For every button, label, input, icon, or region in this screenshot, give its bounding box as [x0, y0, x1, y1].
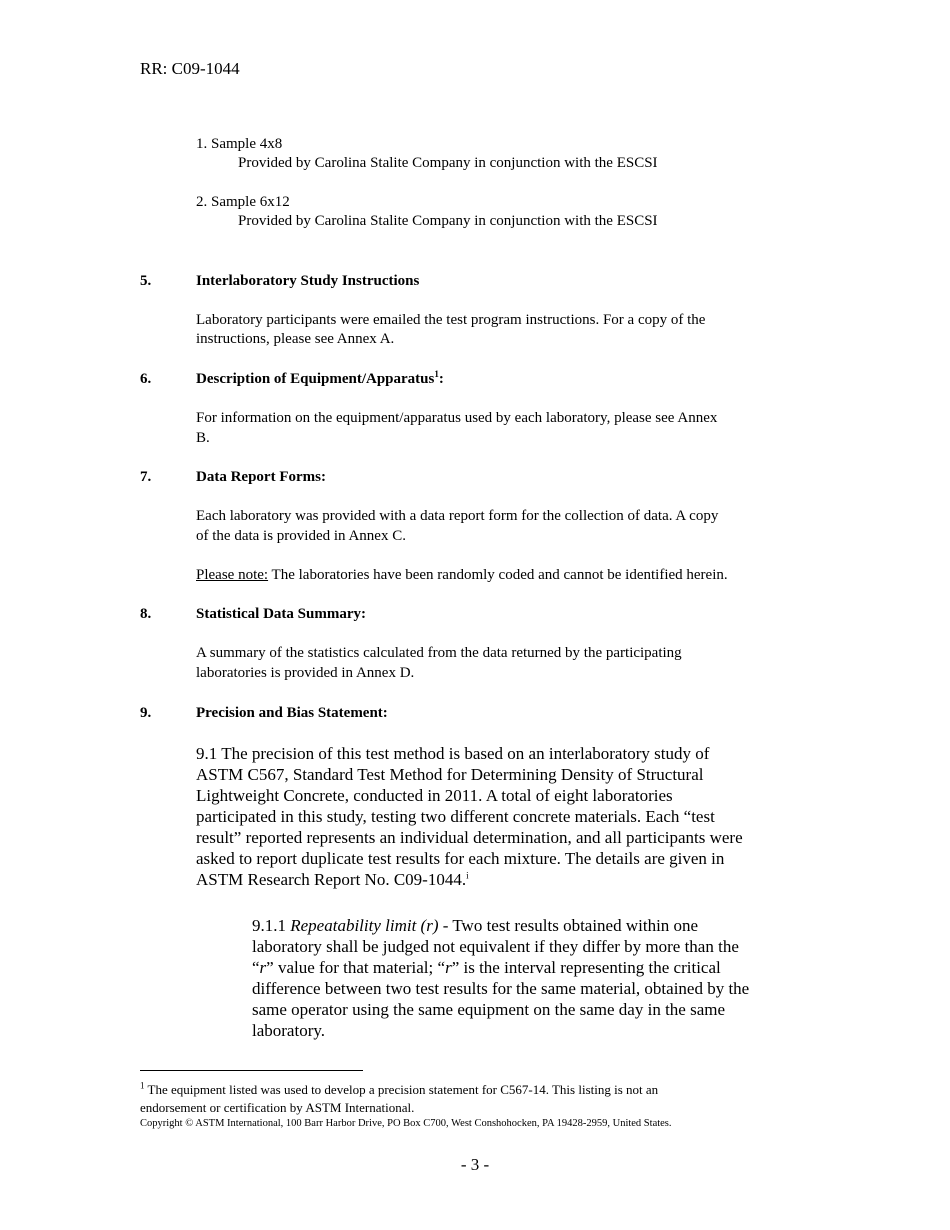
page-number: - 3 - — [460, 1155, 490, 1174]
sample-1-title — [196, 134, 282, 154]
footnote-1 — [140, 1081, 658, 1098]
paragraph-9-1-1-number: 9.1.1 — [252, 916, 291, 935]
text-fragment: ” value for that material; “ — [266, 958, 446, 977]
paragraph-9-1-last-line — [196, 869, 743, 890]
sample-2-number: 2. — [196, 194, 208, 210]
paragraph-9-1-line: participated in this study, testing two different concrete materials. Each “test — [196, 807, 715, 826]
quote-open: “ — [252, 958, 260, 977]
section-7-line-2: of the data is provided in Annex C. — [196, 528, 406, 544]
note-text: The laboratories have been randomly coded and cannot be identified herein. — [268, 567, 728, 583]
footnote-line-1: The equipment listed was used to develop a precision statement for C567-14. This listing is not an — [144, 1082, 659, 1097]
paragraph-9-1-1-text: - Two test results obtained within one — [438, 916, 699, 935]
paragraph-9-1-line: 9.1 The precision of this test method is based on an interlaboratory study of — [196, 744, 710, 763]
section-5-line-1: Laboratory participants were emailed the test program instructions. For a copy of the — [196, 312, 706, 328]
paragraph-9-1-line: asked to report duplicate test results for each mixture. The details are given in — [196, 849, 725, 868]
section-6-title — [196, 369, 444, 389]
section-6-line-2: B. — [196, 430, 210, 446]
paragraph-9-1-line: ASTM C567, Standard Test Method for Determining Density of Structural — [196, 765, 704, 784]
section-9-title: Precision and Bias Statement: — [196, 705, 388, 721]
footnote-ref-1: 1 — [434, 369, 439, 379]
section-7-number: 7. — [140, 469, 152, 485]
report-reference: ASTM Research Report No. C09-1044. — [196, 870, 467, 889]
sample-2-provider: Provided by Carolina Stalite Company in conjunction with the ESCSI — [238, 213, 658, 229]
section-8-line-1: A summary of the statistics calculated from the data returned by the participating — [196, 645, 682, 661]
section-7-title: Data Report Forms: — [196, 469, 326, 485]
section-5-number: 5. — [140, 273, 152, 289]
repeatability-term: Repeatability limit (r) — [290, 916, 439, 935]
sample-1-number: 1. — [196, 136, 208, 152]
paragraph-9-1-1-line-5: same operator using the same equipment on the same day in the same — [252, 1000, 726, 1019]
paragraph-9-1-1-line-3 — [252, 957, 749, 978]
section-8-line-2: laboratories is provided in Annex D. — [196, 665, 415, 681]
section-7-line-1: Each laboratory was provided with a data report form for the collection of data. A copy — [196, 508, 719, 524]
sample-1-provider: Provided by Carolina Stalite Company in conjunction with the ESCSI — [238, 155, 658, 171]
footnote-marker: 1 — [140, 1080, 145, 1091]
sample-2-title — [196, 192, 290, 212]
section-9-number: 9. — [140, 705, 152, 721]
text-fragment: ” is the interval representing the critical — [451, 958, 721, 977]
section-6-title-text: Description of Equipment/Apparatus — [196, 371, 435, 387]
section-6-line-1: For information on the equipment/apparatus used by each laboratory, please see Annex — [196, 410, 718, 426]
paragraph-9-1-1-line-1 — [252, 915, 749, 936]
section-6-title-colon: : — [438, 371, 444, 387]
paragraph-9-1-line: Lightweight Concrete, conducted in 2011. A total of eight laboratories — [196, 786, 673, 805]
footnote-line-2: endorsement or certification by ASTM International. — [140, 1100, 415, 1115]
footnote-separator — [140, 1070, 363, 1071]
section-6-number: 6. — [140, 371, 152, 387]
endnote-ref-i: i — [466, 870, 469, 881]
paragraph-9-1-1-line-6: laboratory. — [252, 1021, 326, 1040]
sample-2-name: Sample 6x12 — [211, 194, 290, 210]
note-label: Please note: — [196, 567, 269, 583]
report-id-header: RR: C09-1044 — [140, 59, 240, 78]
section-7-note — [196, 565, 728, 585]
paragraph-9-1-1 — [252, 915, 749, 1041]
paragraph-9-1-1-line-4: difference between two test results for the same material, obtained by the — [252, 979, 750, 998]
copyright-notice: Copyright © ASTM International, 100 Barr Harbor Drive, PO Box C700, West Conshohocken, PA 19428-2959, United States. — [140, 1118, 672, 1129]
paragraph-9-1 — [196, 743, 743, 890]
r-symbol: r — [259, 958, 267, 977]
section-5-title: Interlaboratory Study Instructions — [196, 273, 420, 289]
sample-1-name: Sample 4x8 — [211, 136, 283, 152]
section-5-line-2: instructions, please see Annex A. — [196, 331, 395, 347]
section-8-number: 8. — [140, 606, 152, 622]
r-symbol: r — [445, 958, 452, 977]
section-8-title: Statistical Data Summary: — [196, 606, 366, 622]
paragraph-9-1-1-line-2: laboratory shall be judged not equivalent if they differ by more than the — [252, 937, 739, 956]
paragraph-9-1-line: result” reported represents an individual determination, and all participants were — [196, 828, 743, 847]
